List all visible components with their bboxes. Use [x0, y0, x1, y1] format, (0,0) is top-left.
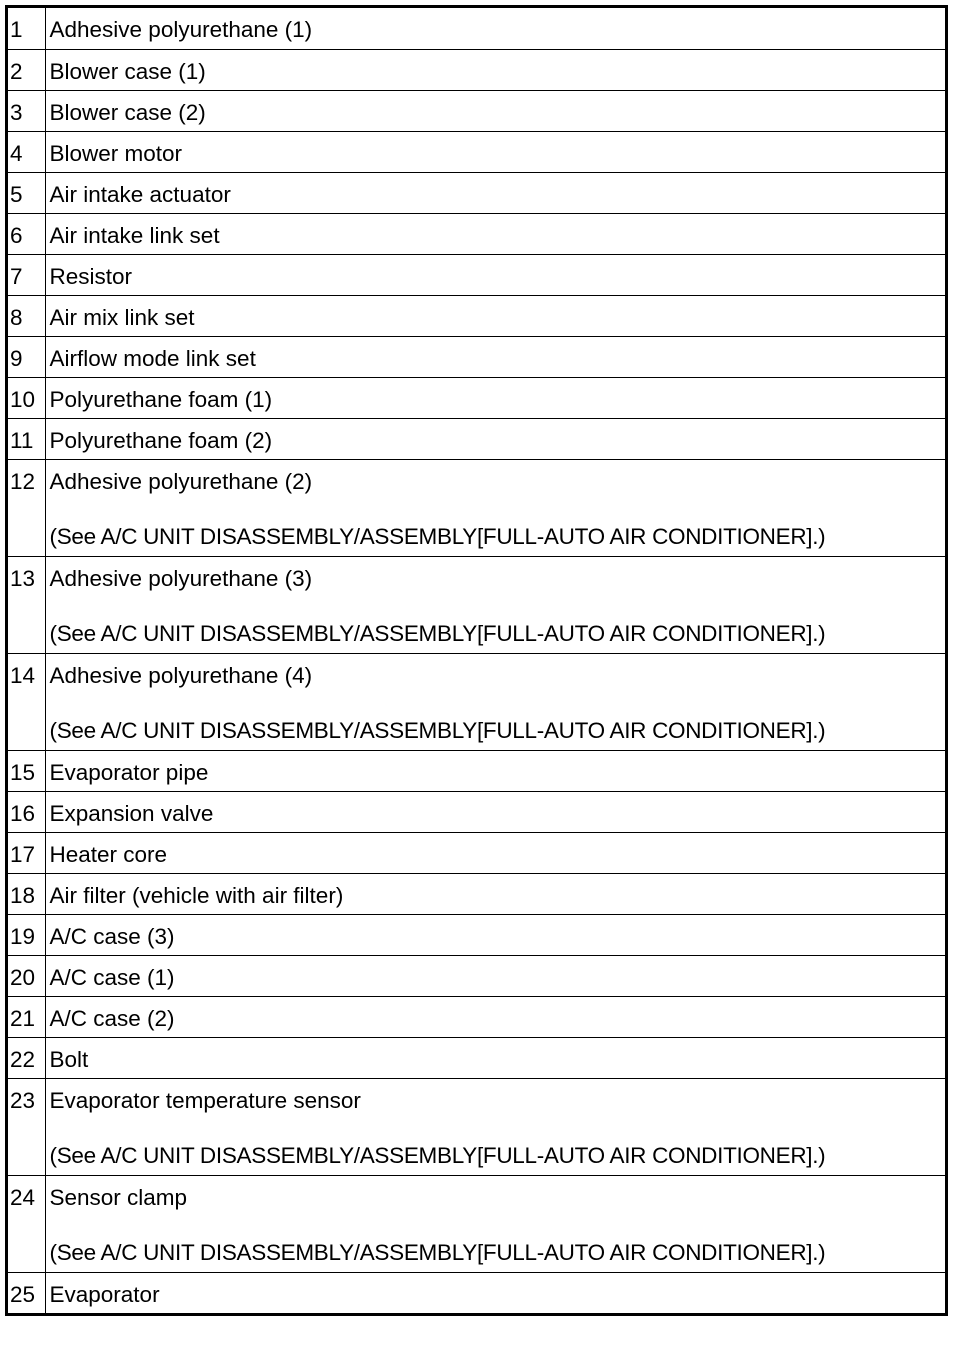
- part-name: Sensor clamp: [49, 1184, 188, 1210]
- part-description-cell: [45, 996, 945, 1037]
- part-description-cell: [45, 213, 945, 254]
- part-number-cell: 20: [8, 955, 45, 996]
- part-description-cell: [45, 873, 945, 914]
- table-row: [8, 1078, 945, 1175]
- part-name: Adhesive polyurethane (3): [49, 565, 313, 591]
- table-row: [8, 914, 945, 955]
- table-row: [8, 653, 945, 750]
- part-number-cell: 4: [8, 131, 45, 172]
- part-name: Air mix link set: [49, 304, 195, 330]
- table-row: [8, 131, 945, 172]
- part-description-cell: [45, 1175, 945, 1272]
- part-name: Blower motor: [49, 140, 183, 166]
- part-description-cell: [45, 1078, 945, 1175]
- cross-reference-text: (See A/C UNIT DISASSEMBLY/ASSEMBLY[FULL-AUTO AIR CONDITIONER].): [49, 717, 826, 743]
- part-name: Air filter (vehicle with air filter): [49, 882, 344, 908]
- part-name: Evaporator temperature sensor: [49, 1087, 361, 1113]
- part-description-cell: [45, 377, 945, 418]
- part-name: Evaporator: [49, 1281, 160, 1307]
- table-row: [8, 832, 945, 873]
- part-name: Adhesive polyurethane (1): [49, 17, 313, 42]
- part-description-cell: [45, 90, 945, 131]
- part-description-cell: [45, 418, 945, 459]
- part-description-cell: [45, 1272, 945, 1313]
- parts-list-body: [8, 8, 945, 1313]
- part-description-cell: [45, 295, 945, 336]
- part-description-cell: [45, 8, 945, 49]
- part-description-cell: [45, 49, 945, 90]
- part-number-cell: 25: [8, 1272, 45, 1313]
- cross-reference-text: (See A/C UNIT DISASSEMBLY/ASSEMBLY[FULL-AUTO AIR CONDITIONER].): [49, 1239, 826, 1265]
- table-row: [8, 172, 945, 213]
- part-description-cell: [45, 955, 945, 996]
- part-description-cell: [45, 172, 945, 213]
- part-number-cell: 22: [8, 1037, 45, 1078]
- table-row: [8, 1037, 945, 1078]
- table-row: [8, 955, 945, 996]
- part-description-cell: [45, 556, 945, 653]
- table-row: [8, 418, 945, 459]
- table-row: [8, 459, 945, 556]
- part-description-cell: [45, 791, 945, 832]
- cross-reference-text: (See A/C UNIT DISASSEMBLY/ASSEMBLY[FULL-AUTO AIR CONDITIONER].): [49, 1142, 826, 1168]
- part-name: A/C case (2): [49, 1005, 175, 1031]
- part-name: Polyurethane foam (1): [49, 386, 273, 412]
- table-row: [8, 90, 945, 131]
- part-number-cell: 11: [8, 418, 45, 459]
- part-description-cell: [45, 653, 945, 750]
- table-row: [8, 336, 945, 377]
- part-name: Resistor: [49, 263, 133, 289]
- part-number-cell: 14: [8, 653, 45, 750]
- part-name: Air intake actuator: [49, 181, 231, 207]
- part-description-cell: [45, 131, 945, 172]
- table-row: [8, 49, 945, 90]
- part-name: Airflow mode link set: [49, 345, 256, 371]
- part-number-cell: 24: [8, 1175, 45, 1272]
- part-name: A/C case (3): [49, 923, 175, 949]
- table-row: [8, 873, 945, 914]
- part-description-cell: [45, 832, 945, 873]
- part-name: Expansion valve: [49, 800, 214, 826]
- part-description-cell: [45, 459, 945, 556]
- part-number-cell: 23: [8, 1078, 45, 1175]
- part-number-cell: 21: [8, 996, 45, 1037]
- cross-reference-text: (See A/C UNIT DISASSEMBLY/ASSEMBLY[FULL-AUTO AIR CONDITIONER].): [49, 620, 826, 646]
- part-number-cell: 1: [8, 8, 45, 49]
- part-number-cell: 7: [8, 254, 45, 295]
- part-number-cell: 3: [8, 90, 45, 131]
- table-row: [8, 1272, 945, 1313]
- part-number-cell: 2: [8, 49, 45, 90]
- part-description-cell: [45, 1037, 945, 1078]
- part-number-cell: 17: [8, 832, 45, 873]
- part-number-cell: 9: [8, 336, 45, 377]
- part-name: Evaporator pipe: [49, 759, 209, 785]
- part-name: Blower case (2): [49, 99, 206, 125]
- parts-list-table-frame: [5, 5, 948, 1316]
- part-name: Blower case (1): [49, 58, 206, 84]
- table-row: [8, 295, 945, 336]
- part-name: Heater core: [49, 841, 168, 867]
- part-name: Bolt: [49, 1046, 89, 1072]
- part-number-cell: 15: [8, 750, 45, 791]
- part-name: Adhesive polyurethane (2): [49, 468, 313, 494]
- part-number-cell: 8: [8, 295, 45, 336]
- part-description-cell: [45, 750, 945, 791]
- part-number-cell: 18: [8, 873, 45, 914]
- part-name: A/C case (1): [49, 964, 175, 990]
- table-row: [8, 750, 945, 791]
- table-row: [8, 1175, 945, 1272]
- part-description-cell: [45, 336, 945, 377]
- part-number-cell: 5: [8, 172, 45, 213]
- table-row: [8, 996, 945, 1037]
- table-row: [8, 8, 945, 49]
- part-number-cell: 19: [8, 914, 45, 955]
- part-number-cell: 16: [8, 791, 45, 832]
- part-number-cell: 6: [8, 213, 45, 254]
- table-row: [8, 791, 945, 832]
- part-number-cell: 13: [8, 556, 45, 653]
- table-row: [8, 556, 945, 653]
- part-number-cell: 10: [8, 377, 45, 418]
- parts-list-table: [8, 8, 945, 1313]
- part-number-cell: 12: [8, 459, 45, 556]
- part-description-cell: [45, 914, 945, 955]
- part-description-cell: [45, 254, 945, 295]
- table-row: [8, 254, 945, 295]
- part-name: Adhesive polyurethane (4): [49, 662, 313, 688]
- part-name: Polyurethane foam (2): [49, 427, 273, 453]
- part-name: Air intake link set: [49, 222, 220, 248]
- table-row: [8, 213, 945, 254]
- table-row: [8, 377, 945, 418]
- cross-reference-text: (See A/C UNIT DISASSEMBLY/ASSEMBLY[FULL-AUTO AIR CONDITIONER].): [49, 523, 826, 549]
